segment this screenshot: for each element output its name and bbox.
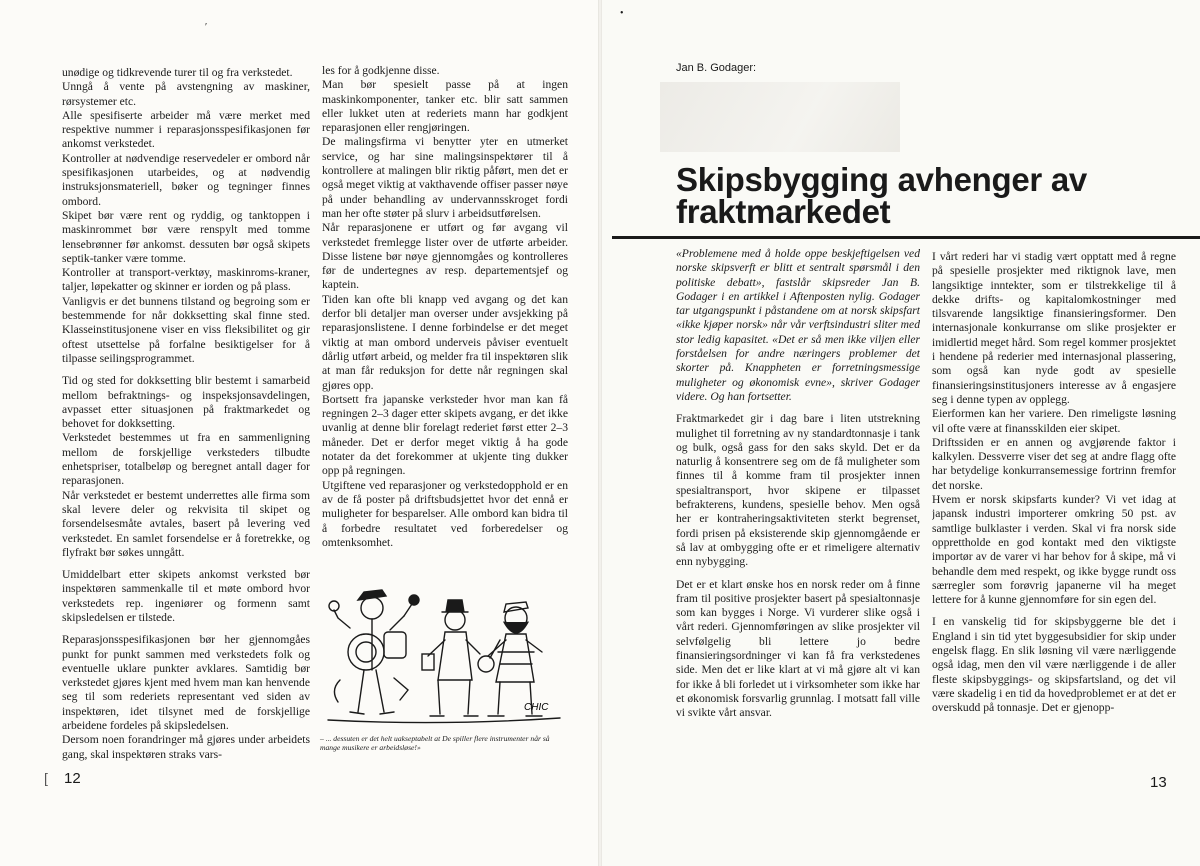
author-byline: Jan B. Godager:	[676, 62, 757, 74]
cartoon-signature: CHIC	[524, 702, 549, 713]
paragraph: De malingsfirma vi benytter yter en utmerket service, og har sine malingsinspektører til å kontrollere at malingen blir riktig påført, men det er også meget viktig at vakthavende offiser passer nøye på under behandling av undervannsskroget fordi man her ofte støter på slurv i arbeidsutførelsen.	[322, 135, 568, 220]
paragraph: Det er et klart ønske hos en norsk reder om å finne fram til positive prosjekter basert på spesialtonnasje som kan bygges i Norge. Vi vurderer slike også i vårt rederi. Gjennomføringen av slike prosjekter vil selvfølgelig bli lettere jo bedre finansieringsordninger vi kan få fra verkstedenes side. Men det er like klart at vi må gjøre alt vi kan for ikke å bli forledet ut i virksomheter som ikke har et økonomisk forsvarlig grunnlag. I motsatt fall ville vi svikte vårt ansvar.	[676, 577, 920, 720]
paragraph: Umiddelbart etter skipets ankomst verksted bør inspektøren sammenkalle til et møte ombord hvor verkstedets rep. ingeniører og formenn samt skipsledelsen er tilstede.	[62, 568, 310, 624]
paragraph: Fraktmarkedet gir i dag bare i liten utstrekning mulighet til forretning av ny standardtonnasje i tank og bulk, også gass for den saks skyld. Det er da naturlig å konsentrere seg om de få muligheter som finnes til å komme fram til prosjekter innen spesialtransport, hvor skipene er tilpasset befrakterens, kundens, spesielle behov. Men også her er kontraheringsaktiviteten sterkt begrenset, fordi prisen på eksisterende skip gjennomgående er så lav at ombygging ofte er et rimeligere alternativ enn nybygging.	[676, 412, 920, 569]
paragraph: Når reparasjonene er utført og før avgang vil verkstedet fremlegge lister over de utførte arbeider. Disse listene bør nøye gjennomgåes og kontrolleres før de undertegnes av resp. departementsjef og kaptein.	[322, 221, 568, 292]
paragraph: Bortsett fra japanske verksteder hvor man kan få regningen 2–3 dager etter skipets avgang, er det ikke uvanlig at denne blir forelagt rederiet først etter 2–3 måneder. Det er derfor meget viktig å ha gode notater da det forekommer at ukjente ting dukker opp på regningen.	[322, 392, 568, 478]
page-number-right: 13	[1150, 774, 1167, 791]
paragraph: I en vanskelig tid for skipsbyggerne ble det i England i sin tid ytet byggesubsidier for skip under engelsk flagg. En slik løsning vil være nærliggende også idag, men den vil være nærliggende i de aller fleste skipsbyggings- og skipsfartsland, og det vil være skadelig i en tid da hovedproblemet er at det er overskudd på tonnasje. Det er gjenopp-	[932, 615, 1176, 715]
paragraph: Kontroller at nødvendige reservedeler er ombord når spesifikasjonen utarbeides, og at nødvendig instruksjonsmateriell, bøker og tegninger finnes ombord.	[62, 151, 310, 208]
paragraph: Tid og sted for dokksetting blir bestemt i samarbeid mellom befraktnings- og inspeksjonsavdelingen, avpasset etter situasjonen på fraktmarkedet og behovet for dokksetting.	[62, 374, 310, 431]
paragraph: Eierformen kan her variere. Den rimeligste løsning vil ofte være at finansskilden eier skipet.	[932, 407, 1176, 435]
paragraph: Hvem er norsk skipsfarts kunder? Vi vet idag at japansk industri importerer omkring 50 pst. av samtlige bulklaster i verden. Skal vi fra norsk side opprettholde en god kontakt med den viktigste importør av de varer vi har behov for å skipe, må vi behandle dem med respekt, og ikke bygge rundt oss særregler som forøvrig japanerne vil ha meget lettere for å kunne gjennomføre for sin egen del.	[932, 493, 1176, 607]
left-column-1	[62, 66, 310, 766]
paragraph: Skipet bør være rent og ryddig, og tanktoppen i maskinrommet bør være renspylt med tomme lensebrønner før ankomst. dessuten bør også skipets septik-tanker være tomme.	[62, 208, 310, 265]
cartoon-caption: – ... dessuten er det helt uakseptabelt at De spiller flere instrumenter når så mange musikere er arbeidsløse!»	[320, 734, 550, 752]
paragraph: Alle spesifiserte arbeider må være merket med respektive nummer i reparasjonsspesifikasjonen før ankomst verkstedet.	[62, 108, 310, 151]
paragraph: les for å godkjenne disse.	[322, 64, 440, 77]
paragraph: Utgiftene ved reparasjoner og verkstedopphold er en av de få poster på driftsbudsjettet hvor det ennå er muligheter for besparelser. Alle ombord kan bidra til å forbedre resultatet ved forberedelser og omtenksomhet.	[322, 478, 568, 548]
right-column-2	[932, 250, 1176, 775]
right-column-1	[676, 247, 920, 767]
paragraph: Man bør spesielt passe på at ingen maskinkomponenter, tanker etc. blir satt sammen eller lukket uten at rederiets mann har godkjent reparasjonen eller rengjøringen.	[322, 78, 568, 135]
page-number-left: 12	[64, 770, 81, 787]
scan-mark-dot: •	[620, 8, 624, 19]
paragraph: Reparasjonsspesifikasjonen bør her gjennomgåes punkt for punkt sammen med verkstedets folk og eventuelle uklare punkter avklares. Samtidig bør verkstedet gjøres kjent med hvem man kan henvende seg til som rederiets representant ved siden av inspektøren, idet tilsynet med de forskjellige arbeidene fordeles på skipsledelsen.	[62, 633, 310, 733]
page-fold	[598, 0, 602, 866]
paragraph: Dersom noen forandringer må gjøres under arbeidets gang, skal inspektøren straks vars-	[62, 733, 310, 761]
paragraph: Når verkstedet er bestemt underrettes alle firma som skal levere deler og rekvisita til skipet og forsendelsesmåte avtales, basert på levering ved verkstedet. En samlet forsendelse er å foretrekke, og flyfrakt bør søkes unngått.	[62, 488, 310, 559]
left-column-2	[322, 64, 568, 548]
cartoon-illustration	[320, 560, 570, 732]
bleed-through-photo	[660, 82, 900, 152]
paragraph: Driftssiden er en annen og avgjørende faktor i kalkylen. Dessverre viser det seg at andre flagg ofte har betydelige konkurransemessige fortrinn fremfor det norske.	[932, 435, 1176, 492]
paragraph: Kontroller at transport-verktøy, maskinroms-kraner, taljer, løpekatter og skinner er iorden og på plass.	[62, 266, 310, 294]
crop-mark: [	[44, 770, 48, 786]
paragraph: Verkstedet bestemmes ut fra en sammenligning mellom de forskjellige verksteders tilbudte enhetspriser, totalbeløp og beregnet antall dager for reparasjonen.	[62, 431, 310, 488]
paragraph: Vanligvis er det bunnens tilstand og begroing som er bestemmende for når dokksetting skal finne sted. Klasseinstitusjonene viser en viss fleksibilitet og gir oftest utsettelse på forfalne besiktigelser for å tilpasse seilingsprogrammet.	[62, 294, 310, 365]
scan-mark: ′	[205, 22, 208, 33]
article-headline: Skipsbygging avhenger av fraktmarkedet	[676, 161, 1087, 230]
paragraph: unødige og tidkrevende turer til og fra verkstedet.	[62, 66, 293, 79]
headline-rule	[612, 236, 1200, 239]
paragraph: Unngå å vente på avstengning av maskiner, rørsystemer etc.	[62, 80, 310, 108]
lead-paragraph: «Problemene med å holde oppe beskjeftigelsen ved norske skipsverft er blitt et sentralt spørsmål i den politiske debatt», fastslår skipsreder Jan B. Godager i en artikkel i Aftenposten nylig. Godager tar utgangspunkt i påstandene om at norsk skipsfart «ikke kjøper norsk» når vår verftsindustri sliter med stor ledig kapasitet. «Det er så men ikke viljen eller forståelsen for andre næringers problemer det skorter på. Knappheten er forretningsmessige muligheter og økonomisk evne», skriver Godager videre. Og han fortsetter.	[676, 247, 920, 403]
paragraph: Tiden kan ofte bli knapp ved avgang og det kan derfor bli detaljer man overser under avsjekking på reparasjonslistene. I denne forbindelse er det meget viktig at man ombord underveis påviser eventuelt dårlig utført arbeid, og melder fra til inspektøren slik at man får reduksjon for dette når regningen skal gjøres opp.	[322, 292, 568, 392]
paragraph: I vårt rederi har vi stadig vært opptatt med å regne på spesielle prosjekter med riktignok lave, men langsiktige inntekter, som er tilstrekkelige til å dekke drifts- og kapitalomkostninger med tilsvarende langsiktige finansieringsformer. Den internasjonale konkurranse om slike prosjekter er imidlertid meget hård. Som regel kommer prosjektet i hendene på rederier med internasjonal plassering, som også kan nyde godt av spesielle finansieringsinstitusjoners interesse av å engasjere seg i denne typen av opplegg.	[932, 250, 1176, 406]
